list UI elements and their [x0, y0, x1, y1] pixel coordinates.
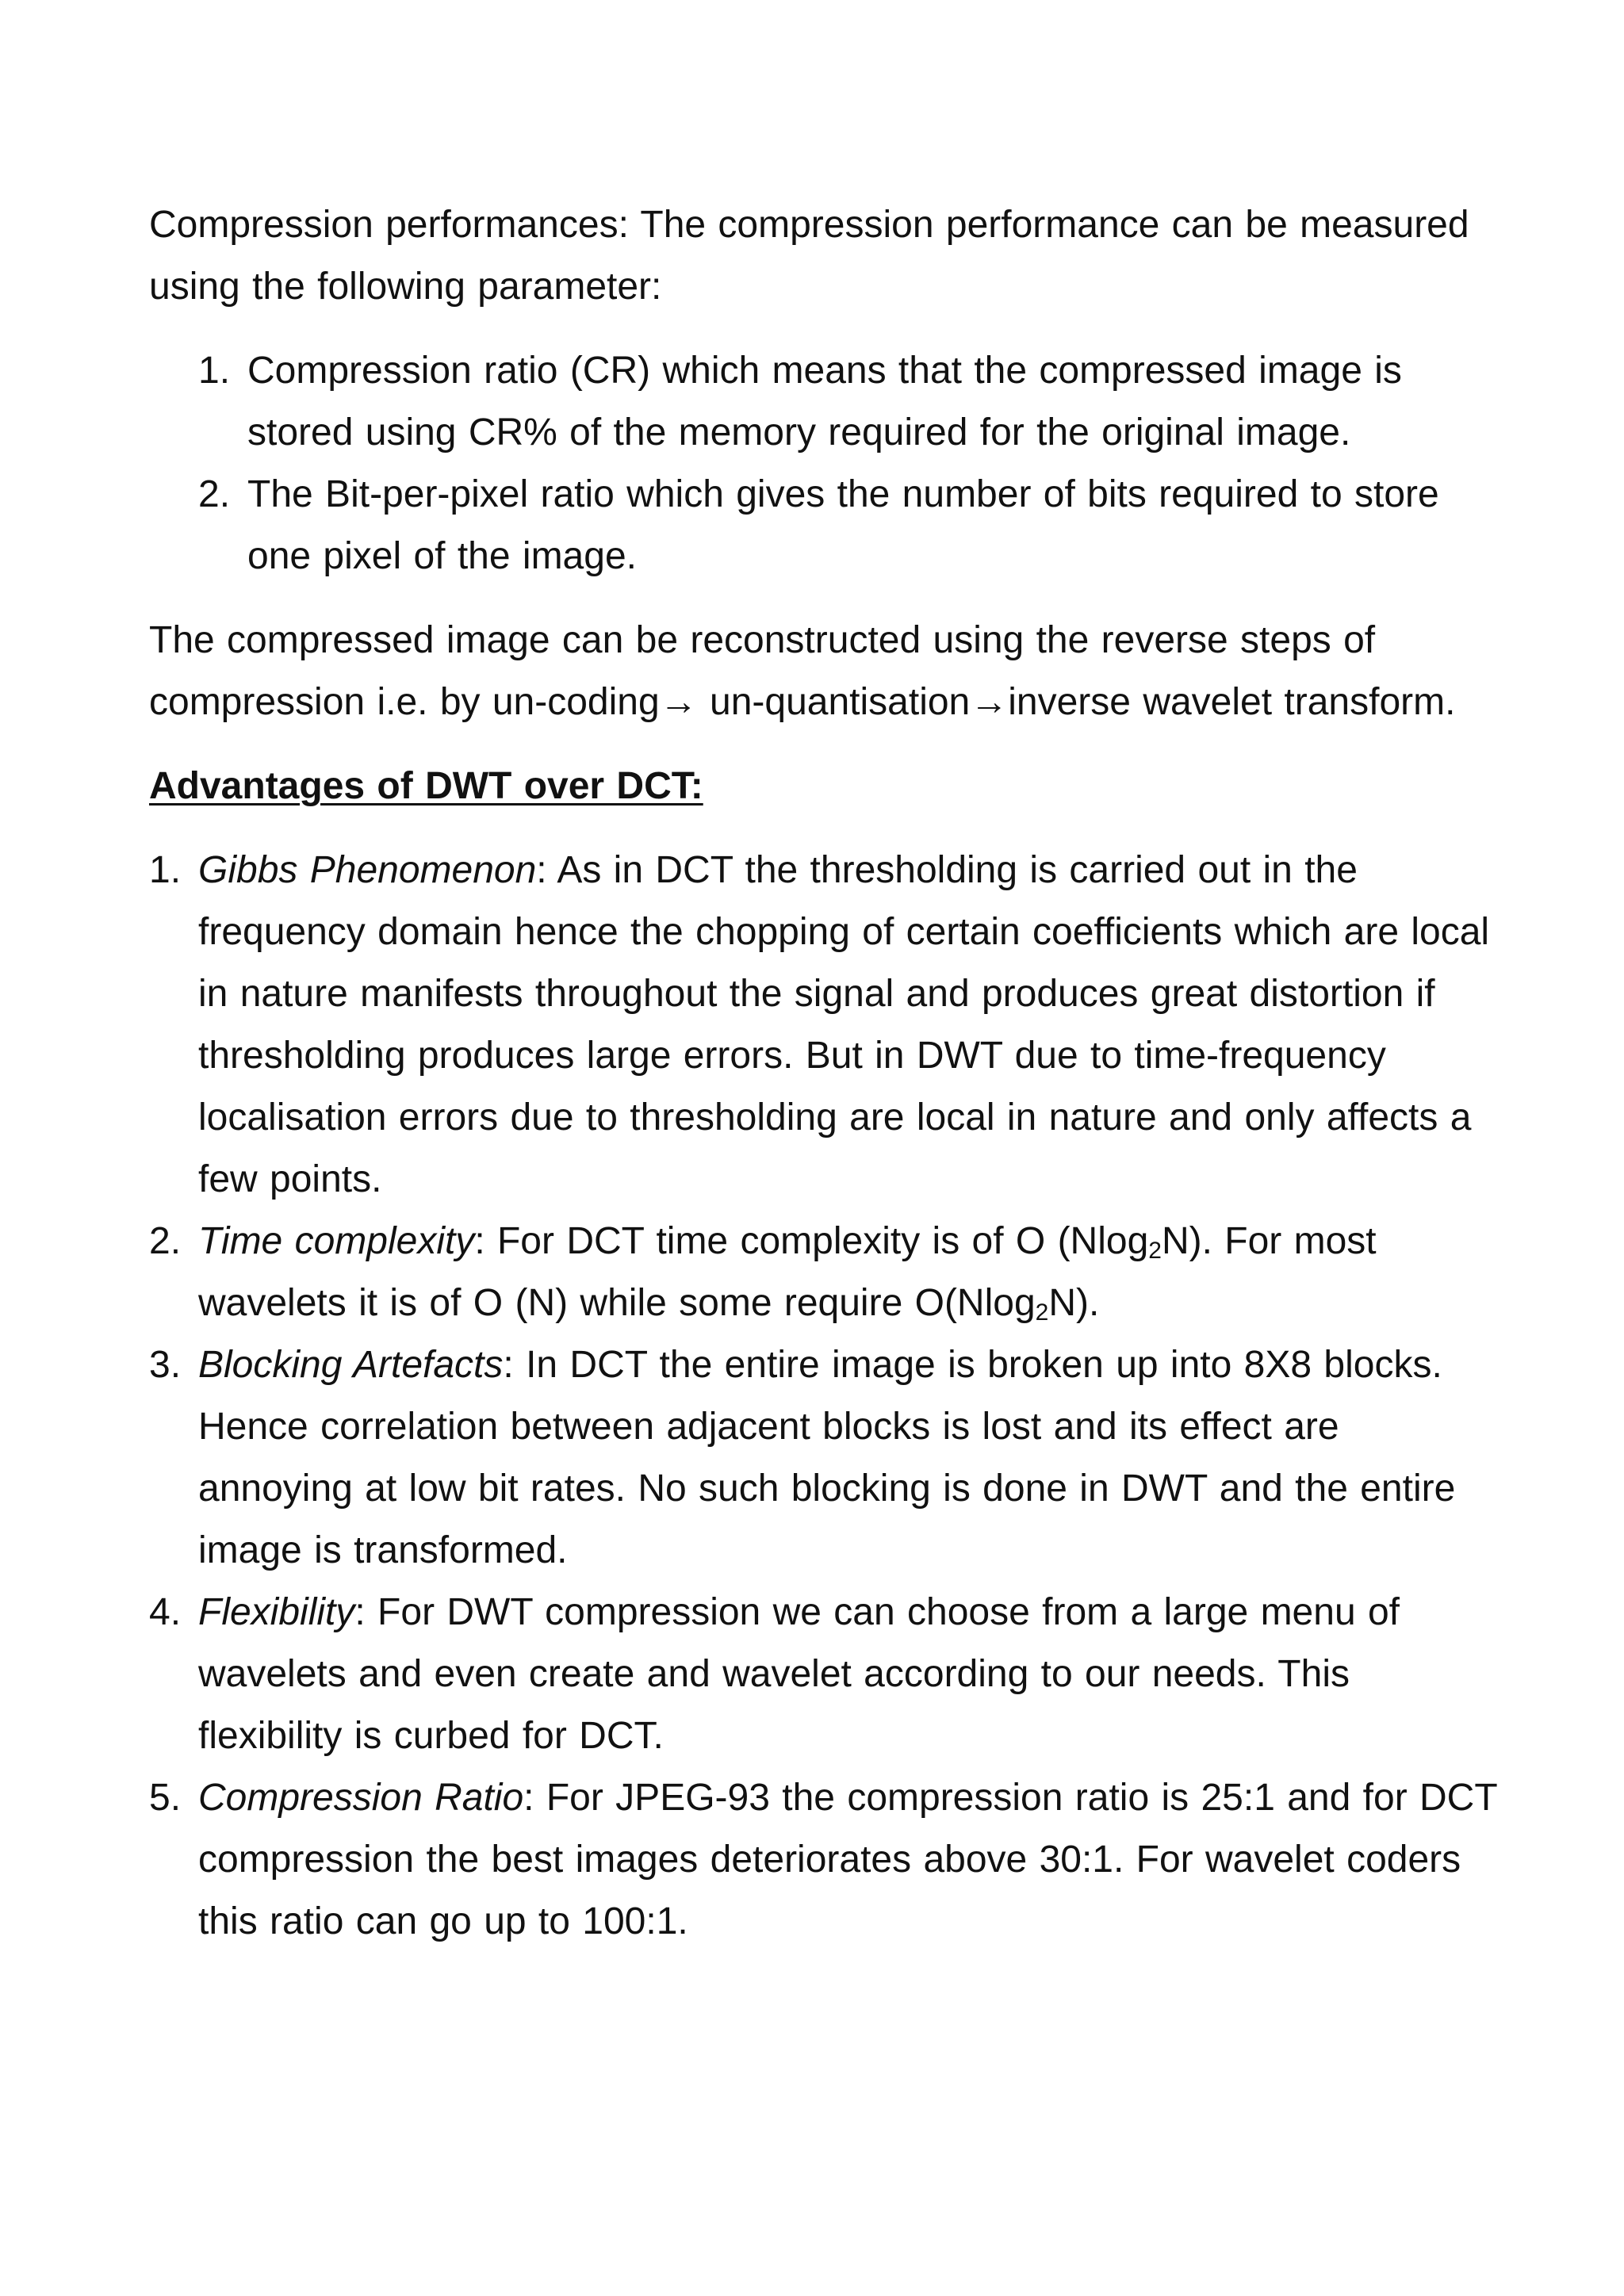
list-item — [198, 464, 1497, 587]
advantage-description: : For DWT compression we can choose from a large menu of wavelets and even create and wavelet according to our needs. This flexibility is curbed for DCT. — [198, 1591, 1400, 1757]
parameter-list — [198, 340, 1497, 587]
parameter-text: The Bit-per-pixel ratio which gives the number of bits required to store one pixel of the image. — [247, 473, 1439, 577]
subscript: 2 — [1035, 1299, 1049, 1326]
advantage-description-part: N). — [1048, 1282, 1100, 1324]
advantage-text — [198, 1211, 1497, 1334]
subscript: 2 — [1148, 1238, 1162, 1264]
advantage-text — [198, 840, 1497, 1211]
list-number: 2. — [198, 473, 231, 515]
advantage-text — [198, 1767, 1497, 1953]
advantage-description-part: N). For most wavelets it is of O (N) while some require O(Nlog — [198, 1220, 1377, 1324]
reconstruction-paragraph: The compressed image can be reconstructed using the reverse steps of compression i.e. by un-coding→ un-quantisation→inverse wavelet transform. — [149, 619, 1456, 723]
list-item — [149, 840, 1497, 1211]
advantage-text — [198, 1582, 1497, 1767]
list-item — [149, 1334, 1497, 1582]
document-page — [149, 194, 1497, 1953]
advantage-text — [198, 1334, 1497, 1582]
list-item — [149, 1582, 1497, 1767]
parameter-text: Compression ratio (CR) which means that the compressed image is stored using CR% of the memory required for the original image. — [247, 350, 1402, 453]
list-item — [198, 340, 1497, 464]
section-heading: Advantages of DWT over DCT: — [149, 765, 703, 807]
list-number: 2. — [149, 1220, 182, 1262]
list-number: 4. — [149, 1591, 182, 1633]
advantage-term: Compression Ratio — [198, 1777, 524, 1819]
advantage-description: : In DCT the entire image is broken up into 8X8 blocks. Hence correlation between adjacent blocks is lost and its effect are annoying at low bit rates. No such blocking is done in DWT and the entire image is transformed. — [198, 1344, 1456, 1571]
advantage-term: Time complexity — [198, 1220, 475, 1262]
advantage-term: Flexibility — [198, 1591, 355, 1633]
list-number: 1. — [198, 350, 231, 392]
advantage-term: Blocking Artefacts — [198, 1344, 504, 1386]
advantages-list — [149, 840, 1497, 1953]
advantage-description: : As in DCT the thresholding is carried out in the frequency domain hence the chopping of certain coefficients which are local in nature manifests throughout the signal and produces great distortion if thresholding produces large errors. But in DWT due to time-frequency localisation errors due to thresholding are local in nature and only affects a few points. — [198, 849, 1490, 1200]
list-number: 1. — [149, 849, 182, 891]
intro-paragraph: Compression performances: The compression performance can be measured using the following parameter: — [149, 204, 1469, 308]
list-number: 5. — [149, 1777, 182, 1819]
advantage-description: : For JPEG-93 the compression ratio is 25:1 and for DCT compression the best images deteriorates above 30:1. For wavelet coders this ratio can go up to 100:1. — [198, 1777, 1497, 1942]
advantage-description-part: : For DCT time complexity is of O (Nlog — [474, 1220, 1149, 1262]
list-number: 3. — [149, 1344, 182, 1386]
list-item — [149, 1767, 1497, 1953]
list-item — [149, 1211, 1497, 1334]
advantage-term: Gibbs Phenomenon — [198, 849, 537, 891]
